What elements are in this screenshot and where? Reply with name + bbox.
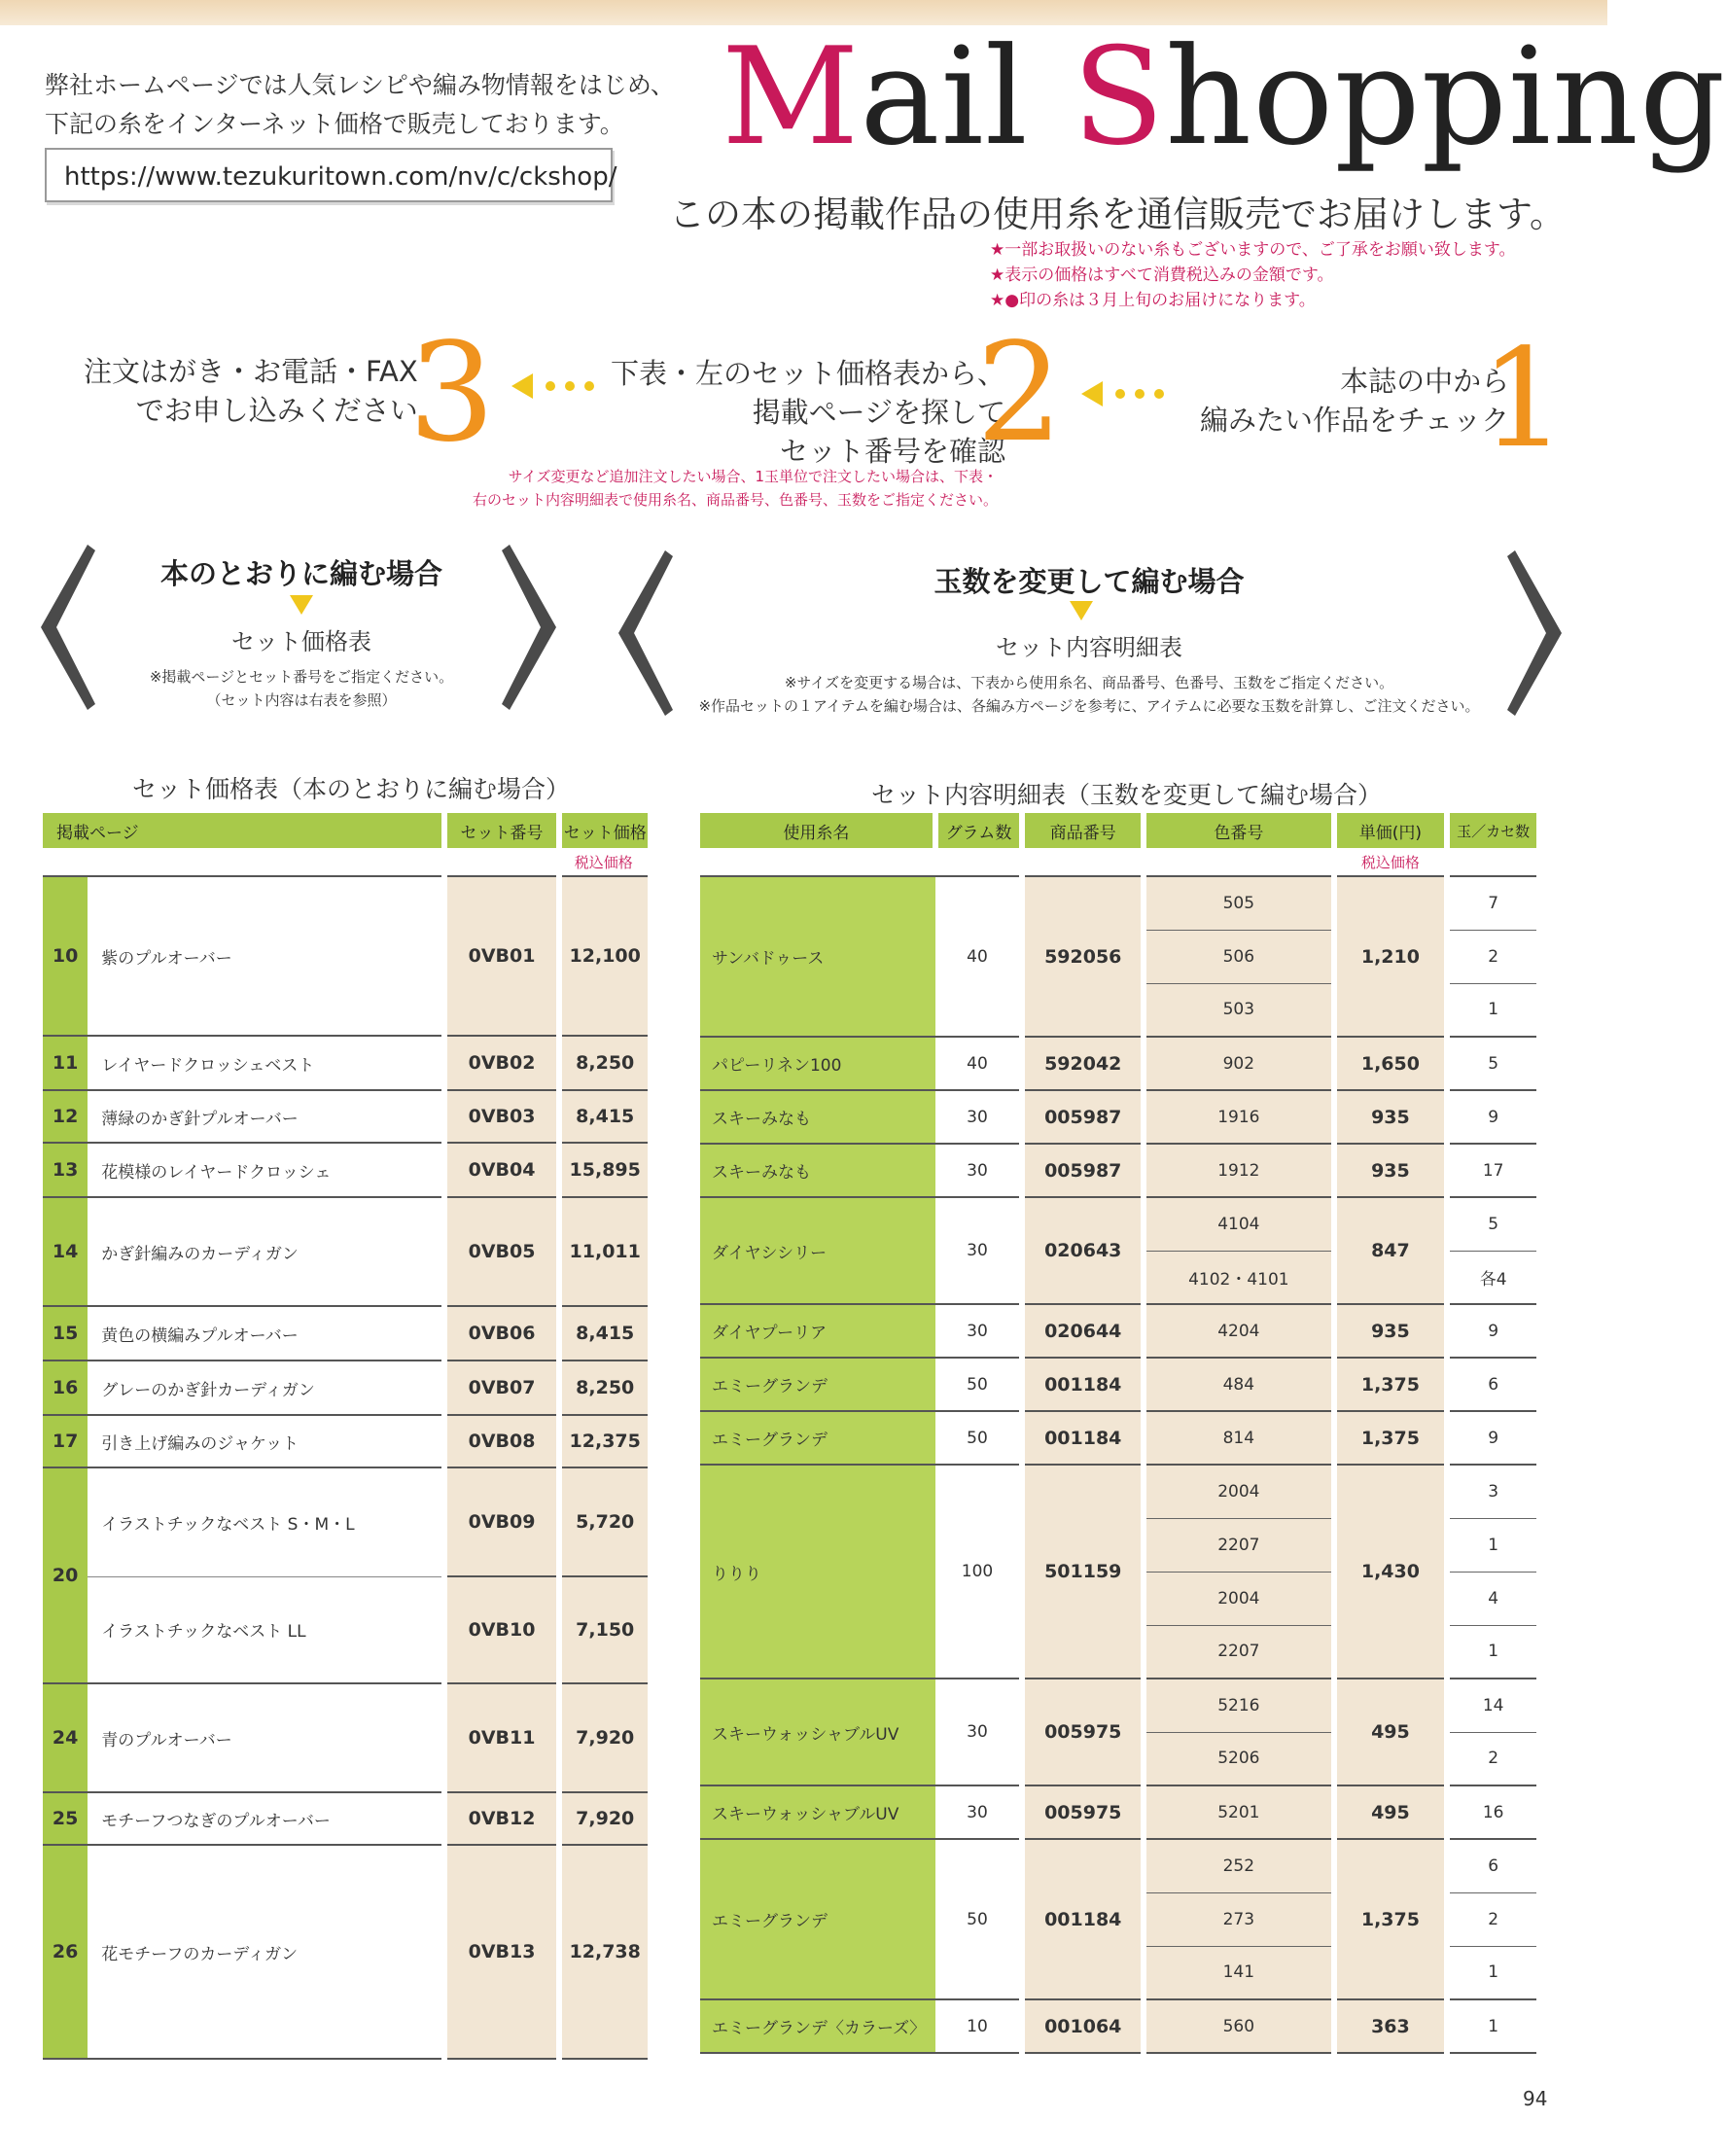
gram-cell: 40 [935, 876, 1023, 1037]
case-left-note-1: ※掲載ページとセット番号をご指定ください。 [149, 668, 454, 686]
right-table-title: セット内容明細表（玉数を変更して編む場合） [871, 781, 1383, 809]
quantity-cell: 1 [1447, 1999, 1536, 2053]
yarn-name-cell: エミーグランデ [700, 1839, 935, 1999]
step-note-line-1: サイズ変更など追加注文したい場合、1玉単位で注文したい場合は、下表・ [508, 468, 999, 485]
quantity-cell: 4 [1447, 1572, 1536, 1625]
table-row: 16 グレーのかぎ針カーディガン 0VB07 8,250 [43, 1361, 648, 1415]
case-right-title: 玉数を変更して編む場合 [933, 565, 1245, 598]
case-right-note-2: ※作品セットの１アイテムを編む場合は、各編み方ページを参考に、アイテムに必要な玉数を計算し、ご注文ください。 [698, 697, 1480, 715]
unit-price-cell: 1,430 [1334, 1465, 1448, 1679]
product-number-cell: 001184 [1022, 1839, 1144, 1999]
product-number-cell: 501159 [1022, 1465, 1144, 1679]
title-letter-s: S [1072, 18, 1166, 175]
yarn-name-cell: スキーみなも [700, 1090, 935, 1144]
intro-line-1: 弊社ホームページでは人気レシピや編み物情報をはじめ、 [45, 71, 675, 99]
note-item: ★一部お取扱いのない糸もございますので、ご了承をお願い致します。 [990, 240, 1516, 260]
step-2-line-1: 下表・左のセット価格表から、 [611, 357, 1006, 390]
left-bracket-icon [39, 545, 97, 710]
table-row [700, 1304, 1536, 1358]
table-row: 14 かぎ針編みのカーディガン 0VB05 11,011 [43, 1197, 648, 1306]
quantity-cell: 各4 [1447, 1251, 1536, 1304]
gram-cell: 30 [935, 1197, 1023, 1304]
quantity-cell: 1 [1447, 983, 1536, 1037]
table-row [700, 1144, 1536, 1197]
unit-price-cell: 1,210 [1334, 876, 1448, 1037]
quantity-cell: 1 [1447, 1518, 1536, 1572]
yarn-name-cell: スキーウォッシャブルUV [700, 1679, 935, 1785]
product-number-cell: 005987 [1022, 1144, 1144, 1197]
case-left-title: 本のとおりに編む場合 [159, 557, 442, 590]
quantity-cell: 5 [1447, 1197, 1536, 1251]
table-row [700, 1197, 1536, 1251]
color-number-cell: 5216 [1144, 1679, 1333, 1732]
color-number-cell: 814 [1144, 1411, 1333, 1465]
gram-cell: 50 [935, 1411, 1023, 1465]
title-part-ail: ail [860, 18, 1073, 175]
col-qty: 玉／カセ数 [1447, 813, 1536, 848]
color-number-cell: 1916 [1144, 1090, 1333, 1144]
case-right-sub: セット内容明細表 [996, 634, 1182, 661]
quantity-cell: 6 [1447, 1839, 1536, 1892]
step-note-line-2: 右のセット内容明細表で使用糸名、商品番号、色番号、玉数をご指定ください。 [473, 491, 999, 509]
step-2-line-2: 掲載ページを探して [752, 396, 1006, 429]
note-item: ★表示の価格はすべて消費税込みの金額です。 [990, 265, 1334, 285]
quantity-cell: 9 [1447, 1090, 1536, 1144]
unit-price-cell: 1,375 [1334, 1358, 1448, 1411]
yarn-name-cell: りりり [700, 1465, 935, 1679]
tax-label: 税込価格 [574, 853, 633, 871]
quantity-cell: 6 [1447, 1358, 1536, 1411]
gram-cell: 40 [935, 1037, 1023, 1090]
col-set-no: セット番号 [444, 813, 560, 848]
quantity-cell: 3 [1447, 1465, 1536, 1518]
left-table-title: セット価格表（本のとおりに編む場合） [132, 775, 571, 803]
step-3-line-2: でお申し込みください [135, 394, 418, 427]
color-number-cell: 141 [1144, 1946, 1333, 1999]
title-letter-m: M [722, 18, 861, 175]
table-row: 17 引き上げ編みのジャケット 0VB08 12,375 [43, 1415, 648, 1467]
col-color: 色番号 [1144, 813, 1333, 848]
table-row [700, 1358, 1536, 1411]
yarn-name-cell: エミーグランデ [700, 1358, 935, 1411]
step-1-number: 1 [1480, 320, 1567, 478]
step-3-text [84, 352, 418, 430]
note-item: ★●印の糸は３月上旬のお届けになります。 [990, 291, 1316, 310]
page-subtitle: この本の掲載作品の使用糸を通信販売でお届けします。 [669, 194, 1567, 235]
tax-label: 税込価格 [1360, 853, 1420, 871]
unit-price-cell: 1,375 [1334, 1839, 1448, 1999]
table-row [700, 1411, 1536, 1465]
yarn-name-cell: エミーグランデ〈カラーズ〉 [700, 1999, 935, 2053]
step-note [473, 465, 998, 512]
unit-price-cell: 1,650 [1334, 1037, 1448, 1090]
down-arrow-icon [290, 595, 313, 615]
gram-cell: 100 [935, 1465, 1023, 1679]
color-number-cell: 4104 [1144, 1197, 1333, 1251]
title-part-hopping: hopping [1165, 18, 1726, 175]
step-2-text [611, 354, 1005, 471]
yarn-name-cell: パピーリネン100 [700, 1037, 935, 1090]
product-number-cell: 020643 [1022, 1197, 1144, 1304]
case-right-note [681, 671, 1497, 718]
table-row [700, 1037, 1536, 1090]
arrow-left-icon [1081, 379, 1179, 408]
product-number-cell: 020644 [1022, 1304, 1144, 1358]
unit-price-cell: 363 [1334, 1999, 1448, 2053]
yarn-name-cell: エミーグランデ [700, 1411, 935, 1465]
product-number-cell: 005987 [1022, 1090, 1144, 1144]
quantity-cell: 2 [1447, 1892, 1536, 1946]
intro-line-2: 下記の糸をインターネット価格で販売しております。 [45, 110, 624, 138]
website-url[interactable]: https://www.tezukuritown.com/nv/c/ckshop/ [45, 148, 613, 202]
quantity-cell: 1 [1447, 1946, 1536, 1999]
color-number-cell: 5201 [1144, 1785, 1333, 1839]
col-price: セット価格 [559, 813, 648, 848]
page-number: 94 [1523, 2087, 1548, 2110]
quantity-cell: 9 [1447, 1304, 1536, 1358]
table-row: 24 青のプルオーバー 0VB11 7,920 [43, 1683, 648, 1792]
left-bracket-icon [616, 550, 675, 716]
gram-cell: 30 [935, 1144, 1023, 1197]
color-number-cell: 506 [1144, 930, 1333, 983]
quantity-cell: 17 [1447, 1144, 1536, 1197]
yarn-name-cell: サンバドゥース [700, 876, 935, 1037]
mail-shopping-title [722, 19, 1726, 175]
color-number-cell: 4204 [1144, 1304, 1333, 1358]
color-number-cell: 505 [1144, 876, 1333, 930]
set-price-table [43, 813, 648, 2060]
case-left-note-2: （セット内容は右表を参照） [206, 691, 397, 709]
table-row [700, 876, 1536, 930]
color-number-cell: 503 [1144, 983, 1333, 1037]
col-product: 商品番号 [1022, 813, 1144, 848]
gram-cell: 10 [935, 1999, 1023, 2053]
color-number-cell: 4102・4101 [1144, 1251, 1333, 1304]
notes-list [990, 237, 1516, 313]
yarn-name-cell: スキーウォッシャブルUV [700, 1785, 935, 1839]
table-row: 13 花模様のレイヤードクロッシェ 0VB04 15,895 [43, 1143, 648, 1197]
col-gram: グラム数 [935, 813, 1023, 848]
quantity-cell: 9 [1447, 1411, 1536, 1465]
intro-text [45, 66, 675, 144]
product-number-cell: 592056 [1022, 876, 1144, 1037]
right-bracket-icon [1505, 550, 1564, 716]
quantity-cell: 1 [1447, 1625, 1536, 1679]
table-row: 25 モチーフつなぎのプルオーバー 0VB12 7,920 [43, 1792, 648, 1845]
unit-price-cell: 495 [1334, 1785, 1448, 1839]
quantity-cell: 14 [1447, 1679, 1536, 1732]
unit-price-cell: 935 [1334, 1090, 1448, 1144]
color-number-cell: 484 [1144, 1358, 1333, 1411]
quantity-cell: 16 [1447, 1785, 1536, 1839]
table-row: 10 紫のプルオーバー 0VB01 12,100 [43, 876, 648, 1036]
quantity-cell: 2 [1447, 930, 1536, 983]
step-1-line-2: 編みたい作品をチェック [1200, 404, 1510, 437]
table-row [700, 1785, 1536, 1839]
unit-price-cell: 847 [1334, 1197, 1448, 1304]
gram-cell: 30 [935, 1785, 1023, 1839]
color-number-cell: 560 [1144, 1999, 1333, 2053]
gram-cell: 50 [935, 1358, 1023, 1411]
product-number-cell: 005975 [1022, 1785, 1144, 1839]
color-number-cell: 2004 [1144, 1572, 1333, 1625]
table-row: 15 黄色の横編みプルオーバー 0VB06 8,415 [43, 1306, 648, 1361]
table-row: 11 レイヤードクロッシェベスト 0VB02 8,250 [43, 1036, 648, 1090]
arrow-left-icon [511, 371, 609, 401]
case-left-sub: セット価格表 [231, 628, 371, 655]
color-number-cell: 2207 [1144, 1625, 1333, 1679]
yarn-name-cell: スキーみなも [700, 1144, 935, 1197]
color-number-cell: 1912 [1144, 1144, 1333, 1197]
case-left-note [97, 665, 506, 712]
down-arrow-icon [1070, 601, 1093, 620]
product-number-cell: 001064 [1022, 1999, 1144, 2053]
step-2-number: 2 [976, 314, 1064, 473]
product-number-cell: 001184 [1022, 1358, 1144, 1411]
color-number-cell: 902 [1144, 1037, 1333, 1090]
color-number-cell: 5206 [1144, 1732, 1333, 1785]
table-row: 12 薄緑のかぎ針プルオーバー 0VB03 8,415 [43, 1090, 648, 1143]
table-row [700, 1679, 1536, 1732]
unit-price-cell: 935 [1334, 1304, 1448, 1358]
gram-cell: 50 [935, 1839, 1023, 1999]
product-number-cell: 001184 [1022, 1411, 1144, 1465]
quantity-cell: 5 [1447, 1037, 1536, 1090]
unit-price-cell: 1,375 [1334, 1411, 1448, 1465]
table-row: 26 花モチーフのカーディガン 0VB13 12,738 [43, 1845, 648, 2059]
table-row [700, 1090, 1536, 1144]
unit-price-cell: 935 [1334, 1144, 1448, 1197]
table-row: 20 イラストチックなベスト S・M・L 0VB09 5,720 [43, 1467, 648, 1576]
gram-cell: 30 [935, 1090, 1023, 1144]
gram-cell: 30 [935, 1679, 1023, 1785]
step-2-line-3: セット番号を確認 [780, 435, 1006, 468]
color-number-cell: 252 [1144, 1839, 1333, 1892]
product-number-cell: 005975 [1022, 1679, 1144, 1785]
case-right-note-1: ※サイズを変更する場合は、下表から使用糸名、商品番号、色番号、玉数をご指定ください。 [784, 674, 1394, 691]
unit-price-cell: 495 [1334, 1679, 1448, 1785]
col-yarn: 使用糸名 [700, 813, 935, 848]
gram-cell: 30 [935, 1304, 1023, 1358]
step-3-number: 3 [408, 314, 496, 473]
yarn-name-cell: ダイヤシシリー [700, 1197, 935, 1304]
right-bracket-icon [500, 545, 558, 710]
table-row [700, 1839, 1536, 1892]
color-number-cell: 2207 [1144, 1518, 1333, 1572]
table-row: イラストチックなベスト LL 0VB10 7,150 [43, 1576, 648, 1683]
col-unit: 単価(円) [1334, 813, 1448, 848]
product-number-cell: 592042 [1022, 1037, 1144, 1090]
col-page: 掲載ページ [43, 813, 444, 848]
table-row [700, 1999, 1536, 2053]
quantity-cell: 7 [1447, 876, 1536, 930]
quantity-cell: 2 [1447, 1732, 1536, 1785]
table-row [700, 1465, 1536, 1518]
set-detail-table [700, 813, 1536, 2054]
color-number-cell: 2004 [1144, 1465, 1333, 1518]
step-1-text [1200, 362, 1509, 440]
step-1-line-1: 本誌の中から [1340, 365, 1510, 398]
step-3-line-1: 注文はがき・お電話・FAX [84, 355, 418, 388]
yarn-name-cell: ダイヤプーリア [700, 1304, 935, 1358]
color-number-cell: 273 [1144, 1892, 1333, 1946]
